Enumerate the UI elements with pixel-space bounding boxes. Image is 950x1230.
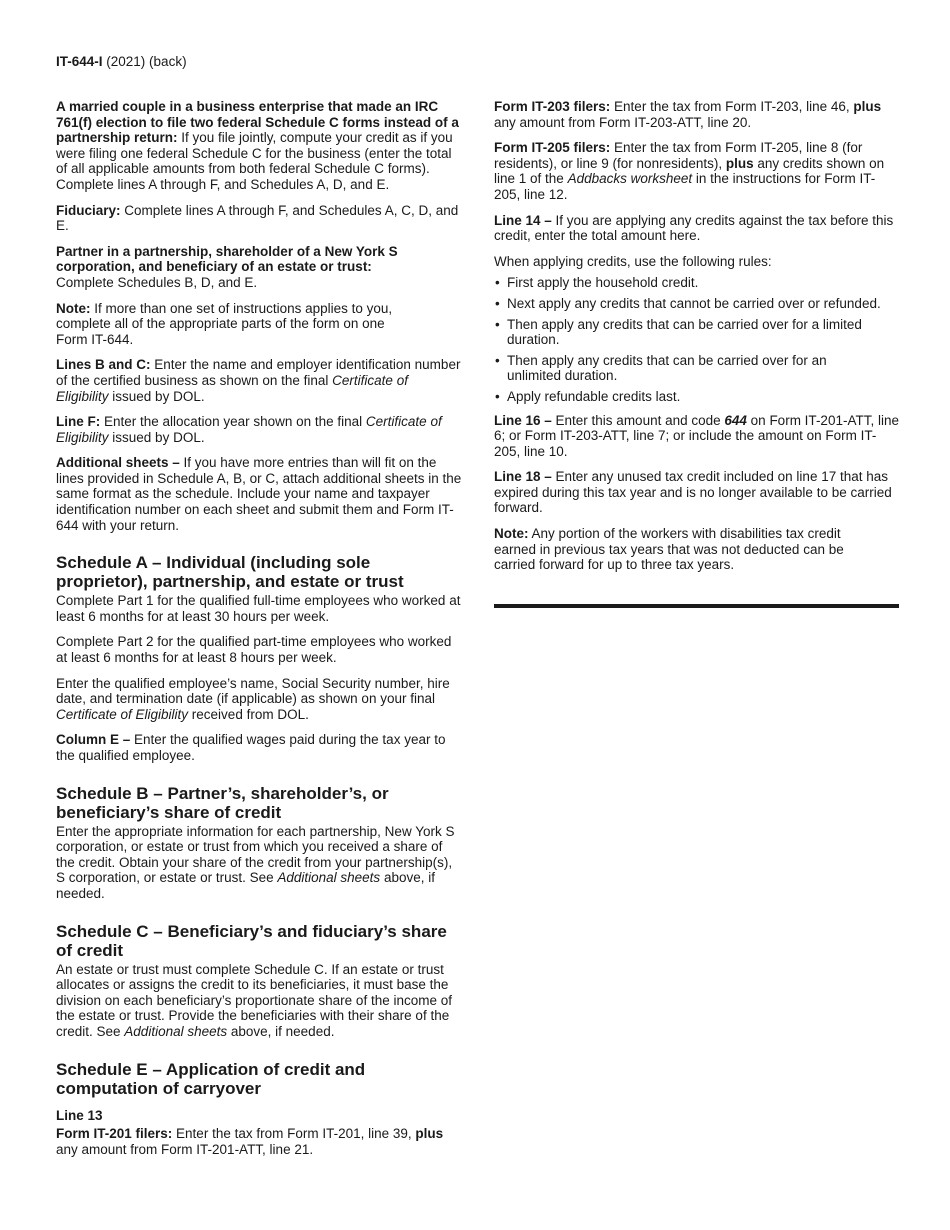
it205-text: Enter the tax from Form IT-205, line 8 (for residents), or line 9 (for nonresidents), — [494, 140, 863, 171]
plus-emphasis: plus — [725, 155, 754, 171]
plus-emphasis: plus — [415, 1126, 444, 1142]
lines-bc-text: Enter the name and employer identification number of the certified business as shown on the final — [56, 357, 461, 388]
it201-text-end: any amount from Form IT-201-ATT, line 21. — [56, 1141, 314, 1157]
it203-paragraph — [494, 99, 899, 130]
additional-sheets-text: If you have more entries than will fit on the lines provided in Schedule A, B, or C, attach additional sheets in the same format as the schedule. Include your name and taxpayer identification number on each sheet and submit them and Form IT-644 with your return. — [56, 455, 462, 533]
it201-paragraph — [56, 1126, 462, 1157]
column-e-paragraph — [56, 732, 462, 763]
married-couple-paragraph — [56, 99, 462, 193]
line-14-paragraph — [494, 213, 899, 244]
form-number: IT-644-I — [56, 54, 103, 69]
schedule-c-body-end: above, if needed. — [227, 1023, 335, 1039]
right-column — [494, 99, 899, 608]
employee-info-text: Enter the qualified employee’s name, Social Security number, hire date, and termination date (if applicable) as shown on your final — [56, 675, 450, 707]
schedule-a-title: Schedule A – Individual (including sole proprietor), partnership, and estate or trust — [56, 553, 404, 592]
note-text: If more than one set of instructions applies to you, complete all of the appropriate parts of the form on one Form IT-644. — [56, 300, 393, 347]
note-heading: Note: — [56, 300, 91, 316]
list-item: • First apply the household credit. — [494, 275, 899, 291]
line-14-text: If you are applying any credits against the tax before this credit, enter the total amount here. — [494, 212, 894, 244]
employee-info-text-end: received from DOL. — [188, 706, 309, 722]
line-13-heading: Line 13 — [56, 1107, 103, 1123]
form-year-side: (2021) (back) — [102, 54, 187, 69]
line-f-paragraph — [56, 414, 462, 445]
carryforward-note-paragraph — [494, 526, 879, 573]
partner-text: Complete Schedules B, D, and E. — [56, 274, 258, 290]
line-f-heading: Line F: — [56, 414, 101, 430]
lines-bc-heading: Lines B and C: — [56, 357, 151, 373]
additional-sheets-heading: Additional sheets – — [56, 455, 180, 471]
left-column — [56, 99, 462, 1167]
it203-text: Enter the tax from Form IT-203, line 46, — [610, 99, 854, 114]
line-f-text-end: issued by DOL. — [108, 429, 205, 445]
additional-sheets-reference: Additional sheets — [124, 1023, 228, 1039]
schedule-b-body-end: above, if needed. — [56, 870, 435, 901]
schedule-a-part2: Complete Part 2 for the qualified part-time employees who worked at least 6 months for at least 8 hours per week. — [56, 634, 452, 666]
fiduciary-text: Complete lines A through F, and Schedules A, C, D, and E. — [56, 202, 459, 234]
additional-sheets-reference: Additional sheets — [277, 870, 381, 886]
rules-intro: When applying credits, use the following rules: — [494, 253, 772, 269]
certificate-reference: Certificate of Eligibility — [56, 706, 189, 722]
certificate-reference: Certificate of Eligibility — [56, 414, 442, 445]
note-text: Any portion of the workers with disabilities tax credit earned in previous tax years that was not deducted can be carried forward for up to three tax years. — [494, 526, 844, 573]
line-16-text: Enter this amount and code — [551, 412, 725, 428]
it203-text-end: any amount from Form IT-203-ATT, line 20. — [494, 114, 752, 130]
list-item: • Then apply any credits that can be carried over for an unlimited duration. — [494, 353, 899, 384]
married-couple-heading: A married couple in a business enterprise that made an IRC 761(f) election to file two federal Schedule C forms instead of a partnership return: — [56, 99, 459, 146]
schedule-a-part1: Complete Part 1 for the qualified full-time employees who worked at least 6 months for at least 30 hours per week. — [56, 593, 461, 624]
line-f-text: Enter the allocation year shown on the final — [100, 414, 366, 430]
list-item: • Then apply any credits that can be carried over for a limited duration. — [494, 317, 899, 348]
schedule-b-title: Schedule B – Partner’s, shareholder’s, or beneficiary’s share of credit — [56, 783, 389, 822]
column-e-text: Enter the qualified wages paid during the tax year to the qualified employee. — [56, 732, 446, 763]
line-18-heading: Line 18 – — [494, 469, 552, 485]
it205-paragraph — [494, 140, 899, 202]
schedule-a-employee-info — [56, 676, 462, 723]
line-16-heading: Line 16 – — [494, 412, 552, 428]
it205-text-end: in the instructions for Form IT-205, line 12. — [494, 171, 876, 202]
line-16-paragraph — [494, 413, 899, 460]
married-couple-text: If you file jointly, compute your credit as if you were filing one federal Schedule C for the business (enter the total of all applicable amounts from both federal Schedule C forms). Complete lines A through F, and Schedules A, D, and E. — [56, 130, 453, 192]
line-18-text: Enter any unused tax credit included on line 17 that has expired during this tax year and is no longer available to be carried forward. — [494, 469, 892, 516]
plus-emphasis: plus — [853, 99, 882, 114]
line-14-heading: Line 14 – — [494, 212, 552, 228]
schedule-b-body: Enter the appropriate information for each partnership, New York S corporation, or estate or trust from which you received a share of the credit. Obtain your share of the credit from your partnership(s), S corporation, or estate or trust. See — [56, 823, 455, 886]
line-18-paragraph — [494, 469, 899, 516]
partner-paragraph — [56, 244, 462, 291]
it201-heading: Form IT-201 filers: — [56, 1126, 173, 1142]
schedule-c-text — [56, 962, 462, 1040]
schedule-c-title: Schedule C – Beneficiary’s and fiduciary’s share of credit — [56, 921, 447, 960]
fiduciary-heading: Fiduciary: — [56, 202, 121, 218]
list-item: • Apply refundable credits last. — [494, 389, 899, 405]
it201-text: Enter the tax from Form IT-201, line 39, — [172, 1126, 416, 1142]
it205-heading: Form IT-205 filers: — [494, 140, 611, 156]
lines-bc-paragraph — [56, 357, 462, 404]
credit-rules-list — [494, 275, 899, 404]
schedule-e-title: Schedule E – Application of credit and computation of carryover — [56, 1059, 366, 1098]
schedule-c-body: An estate or trust must complete Schedule C. If an estate or trust allocates or assigns the credit to its beneficiaries, it must base the division on each beneficiary’s proportionate share of the income of the estate or trust. Provide the beneficiaries with their share of the credit. See — [56, 961, 452, 1039]
note-heading: Note: — [494, 526, 529, 542]
line-16-text-end: on Form IT-201-ATT, line 6; or Form IT-203-ATT, line 7; or include the amount on Form IT-205, line 10. — [494, 412, 899, 459]
column-e-heading: Column E – — [56, 732, 131, 748]
certificate-reference: Certificate of Eligibility — [56, 372, 408, 404]
it203-heading: Form IT-203 filers: — [494, 99, 611, 114]
additional-sheets-paragraph — [56, 455, 462, 533]
page-header — [56, 54, 187, 69]
partner-heading: Partner in a partnership, shareholder of a New York S corporation, and beneficiary of an estate or trust: — [56, 243, 398, 275]
list-item: • Next apply any credits that cannot be carried over or refunded. — [494, 296, 899, 312]
end-of-instructions-rule — [494, 604, 899, 608]
lines-bc-text-end: issued by DOL. — [108, 388, 205, 404]
schedule-b-text — [56, 824, 462, 902]
credit-code: 644 — [724, 412, 747, 428]
fiduciary-paragraph — [56, 203, 462, 234]
note-paragraph — [56, 301, 416, 348]
it205-text-mid: any credits shown on line 1 of the — [494, 155, 885, 187]
addbacks-worksheet-reference: Addbacks worksheet — [567, 171, 693, 187]
